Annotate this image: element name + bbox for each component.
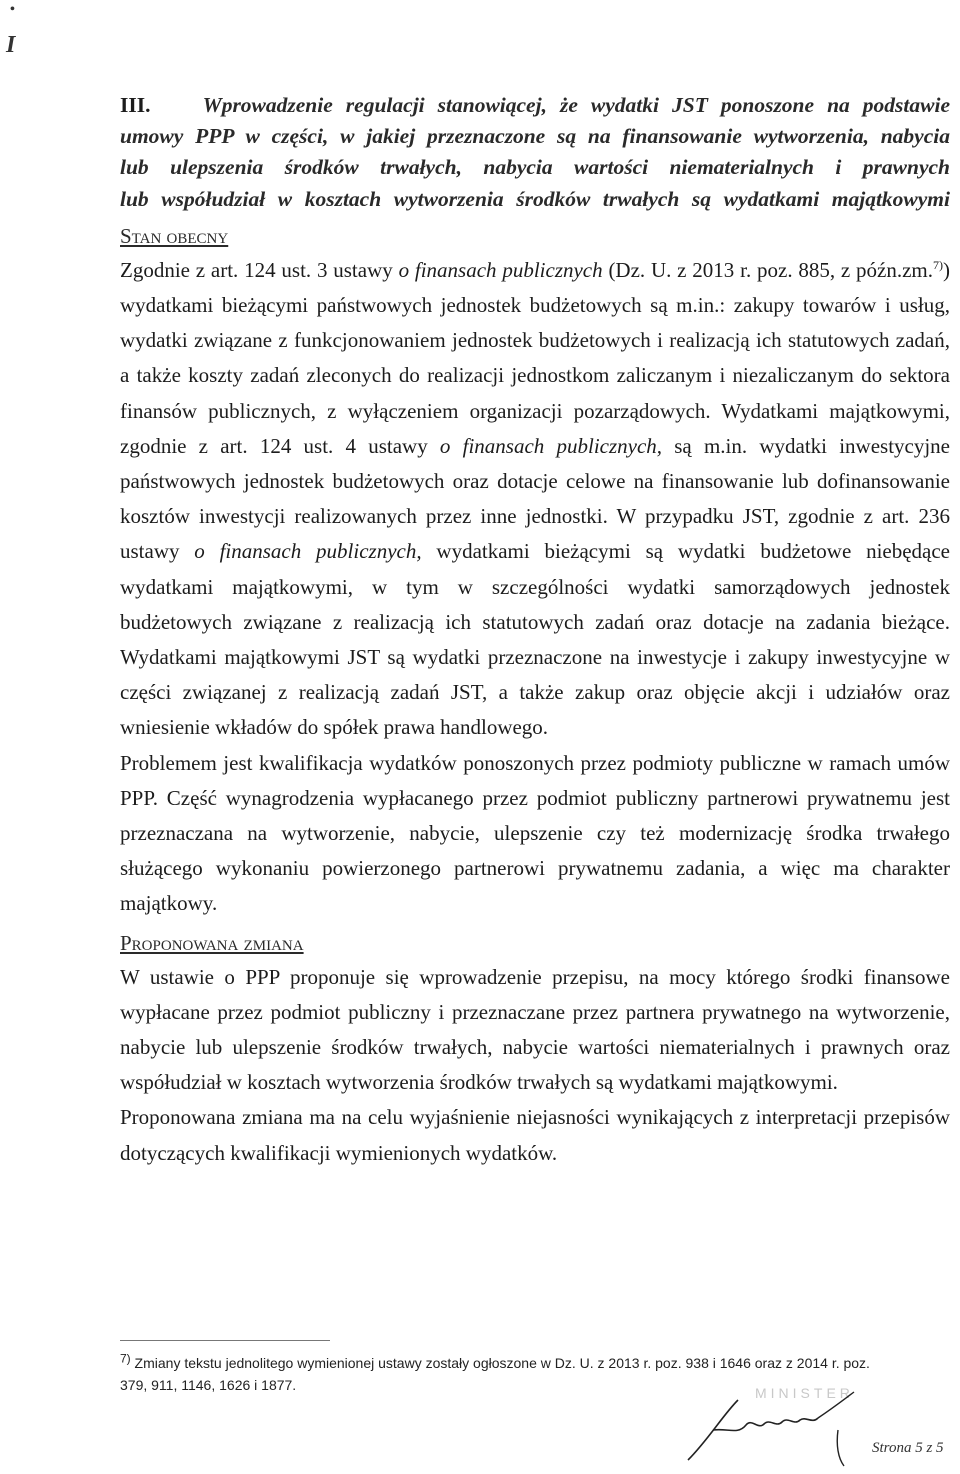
proponowana-zmiana-paragraph-1: W ustawie o PPP proponuje się wprowadzenie przepisu, na mocy którego środki finansowe wypłacane przez podmiot publiczny i przeznaczane przez partnera prywatnego na wytworzenie, nabycie lub ulepszenie środków trwałych, nabycie wartości niematerialnych i prawnych oraz współudział w kosztach wytworzenia środków trwałych są wydatkami majątkowymi. [120, 964, 950, 1095]
proponowana-zmiana-label: Proponowana zmiana [120, 930, 304, 955]
proponowana-zmiana-paragraph-2: Proponowana zmiana ma na celu wyjaśnienie niejasności wynikających z interpretacji przepisów dotyczących kwalifikacji wymienionych wydatków. [120, 1105, 950, 1165]
faint-stamp: MINISTER [755, 1385, 854, 1401]
margin-mark: I [6, 32, 16, 58]
footnote-marker: 7) [120, 1351, 131, 1366]
stan-obecny-label: Stan obecny [120, 223, 229, 248]
document-body [120, 90, 950, 1171]
signature-image [668, 1390, 858, 1470]
footnote-text: Zmiany tekstu jednolitego wymienionej ustawy zostały ogłoszone w Dz. U. z 2013 r. poz. 938 i 1646 oraz z 2014 r. poz. 379, 911, 1146, 1626 i 1877. [120, 1355, 870, 1393]
heading-line-3: lub ulepszenia środków trwałych, nabycia wartości niematerialnych i prawnych [120, 155, 950, 180]
footnote-ref: 7) [933, 257, 944, 272]
page-number: Strona 5 z 5 [872, 1440, 944, 1456]
footnote-divider [120, 1340, 330, 1341]
heading-line-1 [120, 90, 950, 121]
stan-obecny-paragraph-1: Zgodnie z art. 124 ust. 3 ustawy o finansach publicznych (Dz. U. z 2013 r. poz. 885, z późn.zm.$^{7)}$) wydatkami bieżącymi państwowych jednostek budżetowych są m.in.: zakupy towarów i usług, wydatki związane z funkcjonowaniem jednostek budżetowych i realizacją ich statutowych zadań, a także koszty zadań zleconych do realizacji jednostkom zaliczanym i niezaliczanym do sektora finansów publicznych, z wyłączeniem organizacji pozarządowych. Wydatkami majątkowymi, zgodnie z art. 124 ust. 4 ustawy o finansach publicznych, są m.in. wydatki inwestycyjne państwowych jednostek budżetowych oraz dotacje celowe na finansowanie lub dofinansowanie kosztów inwestycji realizowanych przez inne jednostki. W przypadku JST, zgodnie z art. 236 ustawy o finansach publicznych, wydatkami bieżącymi są wydatki budżetowe niebędące wydatkami majątkowymi, w tym w szczególności wydatki samorządowych jednostek budżetowych związane z realizacją ich statutowych zadań oraz dotacje na zadania bieżące. Wydatkami majątkowymi JST są wydatki przeznaczone na inwestycje i zakupy inwestycyjne w części związanej z realizacją zadań JST, a także zakup oraz objęcie akcji i udziałów oraz wniesienie wkładów do spółek prawa handlowego. [120, 257, 951, 740]
section-heading [120, 90, 950, 215]
heading-line-text: Wprowadzenie regulacji stanowiącej, że wydatki JST ponoszone na podstawie [202, 93, 951, 117]
margin-dot: • [10, 2, 15, 17]
heading-line-4: lub współudział w kosztach wytworzenia środków trwałych są wydatkami majątkowymi [120, 186, 950, 211]
heading-line-2: umowy PPP w części, w jakiej przeznaczone są na finansowanie wytworzenia, nabycia [120, 124, 950, 149]
heading-number: III. [120, 93, 151, 117]
stan-obecny-paragraph-2: Problemem jest kwalifikacja wydatków ponoszonych przez podmioty publiczne w ramach umów PPP. Część wynagrodzenia wypłacanego przez podmiot publiczny partnerowi prywatnemu jest przeznaczana na wytworzenie, nabycie, ulepszenie czy też modernizację środka trwałego służącego wykonaniu powierzonego partnerowi prywatnemu zadania, a więc ma charakter majątkowy. [120, 750, 950, 916]
